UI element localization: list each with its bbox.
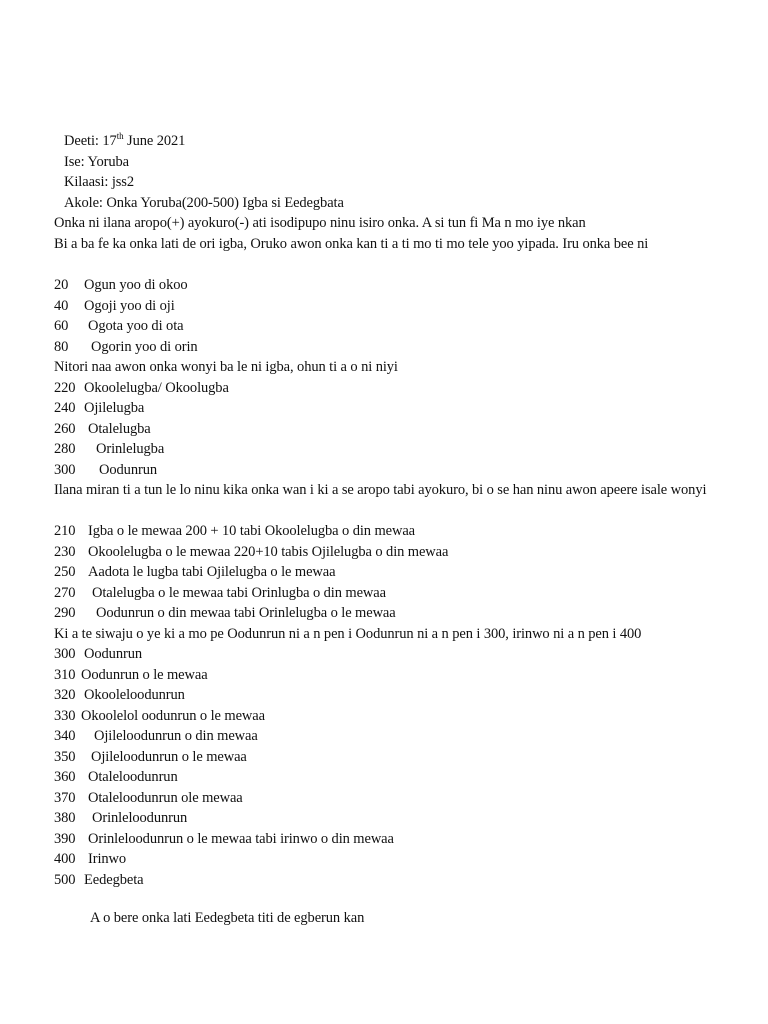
row-text: Otaleloodunrun ole mewaa [88, 790, 243, 806]
date-label: Deeti: [64, 133, 99, 149]
list1-row [54, 439, 728, 459]
row-number: 400 [54, 851, 76, 867]
list3-row [54, 726, 728, 746]
tens-row [54, 337, 728, 357]
date-line [64, 131, 728, 151]
tens-row [54, 316, 728, 336]
row-number: 370 [54, 790, 76, 806]
list3-row [54, 808, 728, 828]
row-text: Oodunrun [84, 646, 143, 662]
topic-line: Akole: Onka Yoruba(200-500) Igba si Eedegbata [64, 195, 344, 211]
paragraph-3: Ilana miran ti a tun le lo ninu kika onka wan i ki a se aropo tabi ayokuro, bi o se han ninu awon apeere isale wonyi [54, 482, 707, 498]
row-number: 80 [54, 339, 69, 355]
paragraph-2: Nitori naa awon onka wonyi ba le ni igba, ohun ti a o ni niyi [54, 359, 398, 375]
row-text: Otalelugba [88, 421, 151, 437]
list3-row [54, 644, 728, 664]
row-number: 270 [54, 585, 76, 601]
tens-row [54, 275, 728, 295]
date-day: 17 [102, 133, 117, 149]
list1-row [54, 460, 728, 480]
list3-row [54, 849, 728, 869]
row-number: 280 [54, 441, 76, 457]
row-text: Aadota le lugba tabi Ojilelugba o le mewaa [88, 564, 336, 580]
row-text: Orinlelugba [96, 441, 165, 457]
row-text: Irinwo [88, 851, 127, 867]
row-text: Orinleloodunrun o le mewaa tabi irinwo o din mewaa [88, 831, 394, 847]
closing-line: A o bere onka lati Eedegbeta titi de egberun kan [90, 910, 365, 926]
row-number: 350 [54, 749, 76, 765]
row-text: Oodunrun o din mewaa tabi Orinlelugba o le mewaa [96, 605, 396, 621]
row-text: Eedegbeta [84, 872, 144, 888]
list2-row [54, 603, 728, 623]
row-text: Ojilelugba [84, 400, 145, 416]
row-text: Otaleloodunrun [88, 769, 178, 785]
row-number: 390 [54, 831, 76, 847]
row-text: Oodunrun [99, 462, 158, 478]
paragraph-4: Ki a te siwaju o ye ki a mo pe Oodunrun ni a n pen i Oodunrun ni a n pen i 300, irinwo ni a n pen i 400 [54, 626, 642, 642]
intro-paragraph: Onka ni ilana aropo(+) ayokuro(-) ati isodipupo ninu isiro onka. A si tun fi Ma n mo iye nkan [54, 215, 586, 231]
list2-row [54, 542, 728, 562]
list3-row [54, 706, 728, 726]
row-text: Ojileloodunrun o le mewaa [91, 749, 247, 765]
date-suffix: th [116, 131, 124, 141]
row-text: Ogorin yoo di orin [91, 339, 198, 355]
row-text: Ogun yoo di okoo [84, 277, 188, 293]
row-number: 250 [54, 564, 76, 580]
class-line: Kilaasi: jss2 [64, 174, 134, 190]
date-rest: June 2021 [127, 133, 186, 149]
row-number: 240 [54, 400, 76, 416]
list3-row [54, 747, 728, 767]
row-number: 300 [54, 462, 76, 478]
row-text: Oodunrun o le mewaa [81, 667, 208, 683]
list2-row [54, 521, 728, 541]
row-number: 210 [54, 523, 76, 539]
row-number: 300 [54, 646, 76, 662]
row-number: 330 [54, 708, 76, 724]
row-number: 500 [54, 872, 76, 888]
paragraph-1: Bi a ba fe ka onka lati de ori igba, Oruko awon onka kan ti a ti mo ti mo tele yoo yipada. Iru onka bee ni [54, 236, 649, 252]
list3-row [54, 685, 728, 705]
list2-row [54, 583, 728, 603]
row-number: 360 [54, 769, 76, 785]
row-text: Igba o le mewaa 200 + 10 tabi Okoolelugba o din mewaa [88, 523, 416, 539]
row-text: Okoolelugba/ Okoolugba [84, 380, 229, 396]
row-number: 310 [54, 667, 76, 683]
list3-row [54, 829, 728, 849]
row-number: 230 [54, 544, 76, 560]
list2-row [54, 562, 728, 582]
list3-row [54, 665, 728, 685]
row-number: 340 [54, 728, 76, 744]
row-text: Ojileloodunrun o din mewaa [94, 728, 258, 744]
row-text: Orinleloodunrun [92, 810, 188, 826]
row-number: 220 [54, 380, 76, 396]
row-number: 20 [54, 277, 69, 293]
list1-row [54, 398, 728, 418]
list3-row [54, 870, 728, 890]
subject-line: Ise: Yoruba [64, 154, 129, 170]
row-text: Ogoji yoo di oji [84, 298, 175, 314]
tens-row [54, 296, 728, 316]
row-number: 60 [54, 318, 69, 334]
row-number: 290 [54, 605, 76, 621]
row-text: Okooleloodunrun [84, 687, 185, 703]
row-text: Otalelugba o le mewaa tabi Orinlugba o din mewaa [92, 585, 386, 601]
list3-row [54, 788, 728, 808]
row-text: Ogota yoo di ota [88, 318, 184, 334]
list3-row [54, 767, 728, 787]
row-number: 40 [54, 298, 69, 314]
list1-row [54, 378, 728, 398]
row-number: 260 [54, 421, 76, 437]
row-text: Okoolelol oodunrun o le mewaa [81, 708, 265, 724]
list1-row [54, 419, 728, 439]
row-number: 320 [54, 687, 76, 703]
row-text: Okoolelugba o le mewaa 220+10 tabis Ojilelugba o din mewaa [88, 544, 449, 560]
row-number: 380 [54, 810, 76, 826]
